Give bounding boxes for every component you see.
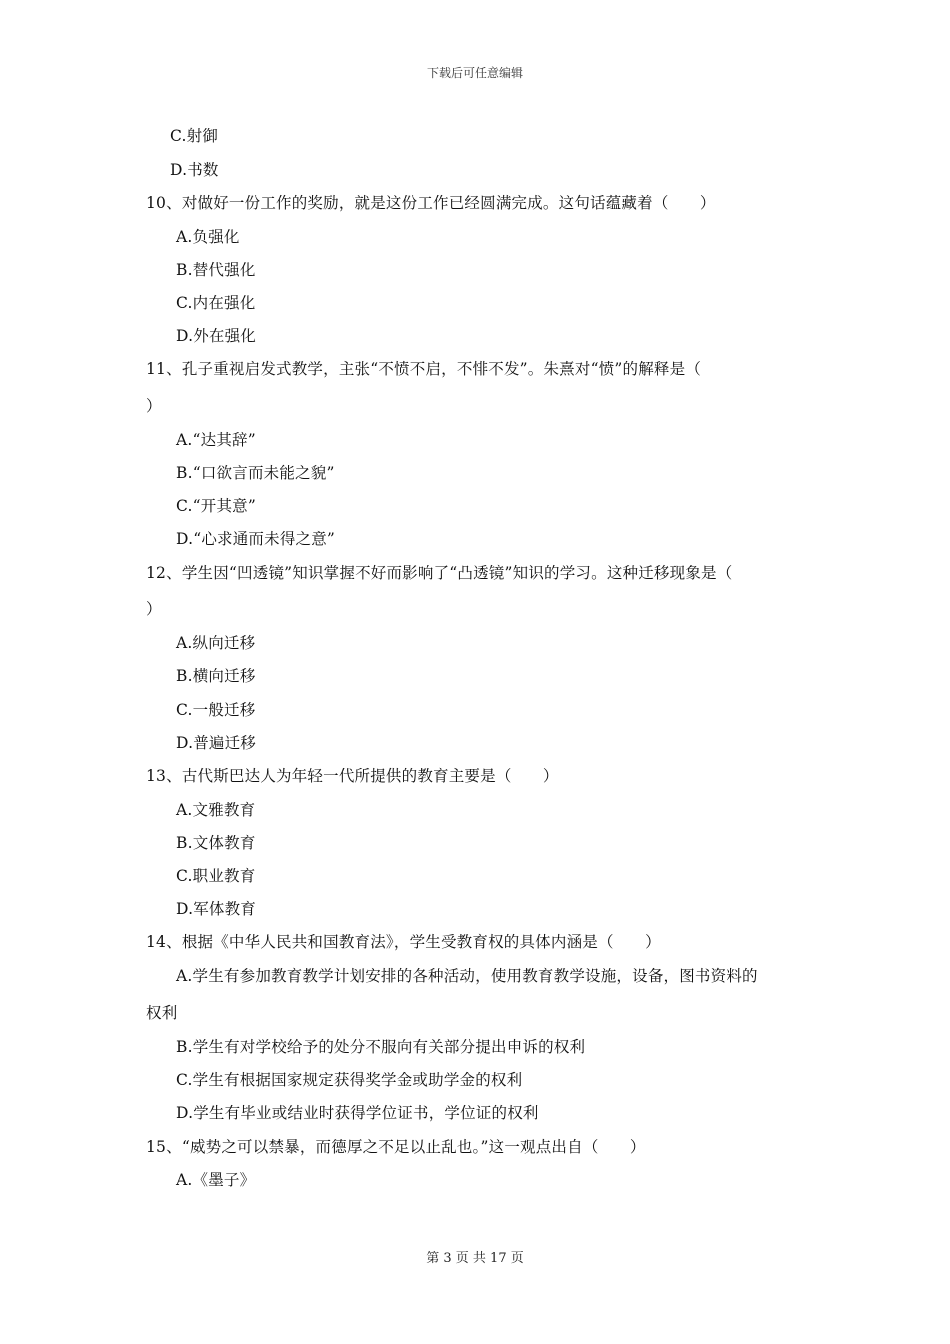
option-10b: B.替代强化 xyxy=(176,261,256,279)
question-15: 15、“威势之可以禁暴，而德厚之不足以止乱也。”这一观点出自（ ） xyxy=(146,1138,646,1156)
page-footer: 第 3 页 共 17 页 xyxy=(426,1251,524,1266)
question-12: 12、学生因“凹透镜”知识掌握不好而影响了“凸透镜”知识的学习。这种迁移现象是（ xyxy=(146,564,733,582)
option-14c: C.学生有根据国家规定获得奖学金或助学金的权利 xyxy=(176,1071,523,1089)
option-11d: D.“心求通而未得之意” xyxy=(176,530,336,548)
question-10: 10、对做好一份工作的奖励，就是这份工作已经圆满完成。这句话蕴藏着（ ） xyxy=(146,194,716,212)
option-13c: C.职业教育 xyxy=(176,867,256,885)
option-10a: A.负强化 xyxy=(176,228,240,246)
question-14: 14、根据《中华人民共和国教育法》，学生受教育权的具体内涵是（ ） xyxy=(146,933,661,951)
option-14a: A.学生有参加教育教学计划安排的各种活动，使用教育教学设施，设备，图书资料的 xyxy=(176,967,758,985)
option-14d: D.学生有毕业或结业时获得学位证书，学位证的权利 xyxy=(176,1104,539,1122)
option-11c: C.“开其意” xyxy=(176,497,256,515)
question-11: 11、孔子重视启发式教学，主张“不愤不启，不悱不发”。朱熹对“愤”的解释是（ xyxy=(146,360,702,378)
option-12d: D.普遍迁移 xyxy=(176,734,257,752)
option-13d: D.军体教育 xyxy=(176,900,257,918)
option-12a: A.纵向迁移 xyxy=(176,634,256,652)
option-10c: C.内在强化 xyxy=(176,294,256,312)
option-11a: A.“达其辞” xyxy=(176,431,256,449)
option-13a: A.文雅教育 xyxy=(176,801,256,819)
question-11-cont: ） xyxy=(146,397,162,415)
option-15a: A.《墨子》 xyxy=(176,1171,256,1189)
option-12b: B.横向迁移 xyxy=(176,667,256,685)
option-9d: D.书数 xyxy=(170,161,219,179)
option-10d: D.外在强化 xyxy=(176,327,257,345)
question-12-cont: ） xyxy=(146,600,162,618)
question-13: 13、古代斯巴达人为年轻一代所提供的教育主要是（ ） xyxy=(146,767,559,785)
option-12c: C.一般迁移 xyxy=(176,701,256,719)
option-14b: B.学生有对学校给予的处分不服向有关部分提出申诉的权利 xyxy=(176,1038,586,1056)
option-14a-cont: 权利 xyxy=(146,1004,178,1022)
option-13b: B.文体教育 xyxy=(176,834,256,852)
option-11b: B.“口欲言而未能之貌” xyxy=(176,464,335,482)
option-9c: C.射御 xyxy=(170,127,219,145)
page-header: 下载后可任意编辑 xyxy=(426,66,523,80)
